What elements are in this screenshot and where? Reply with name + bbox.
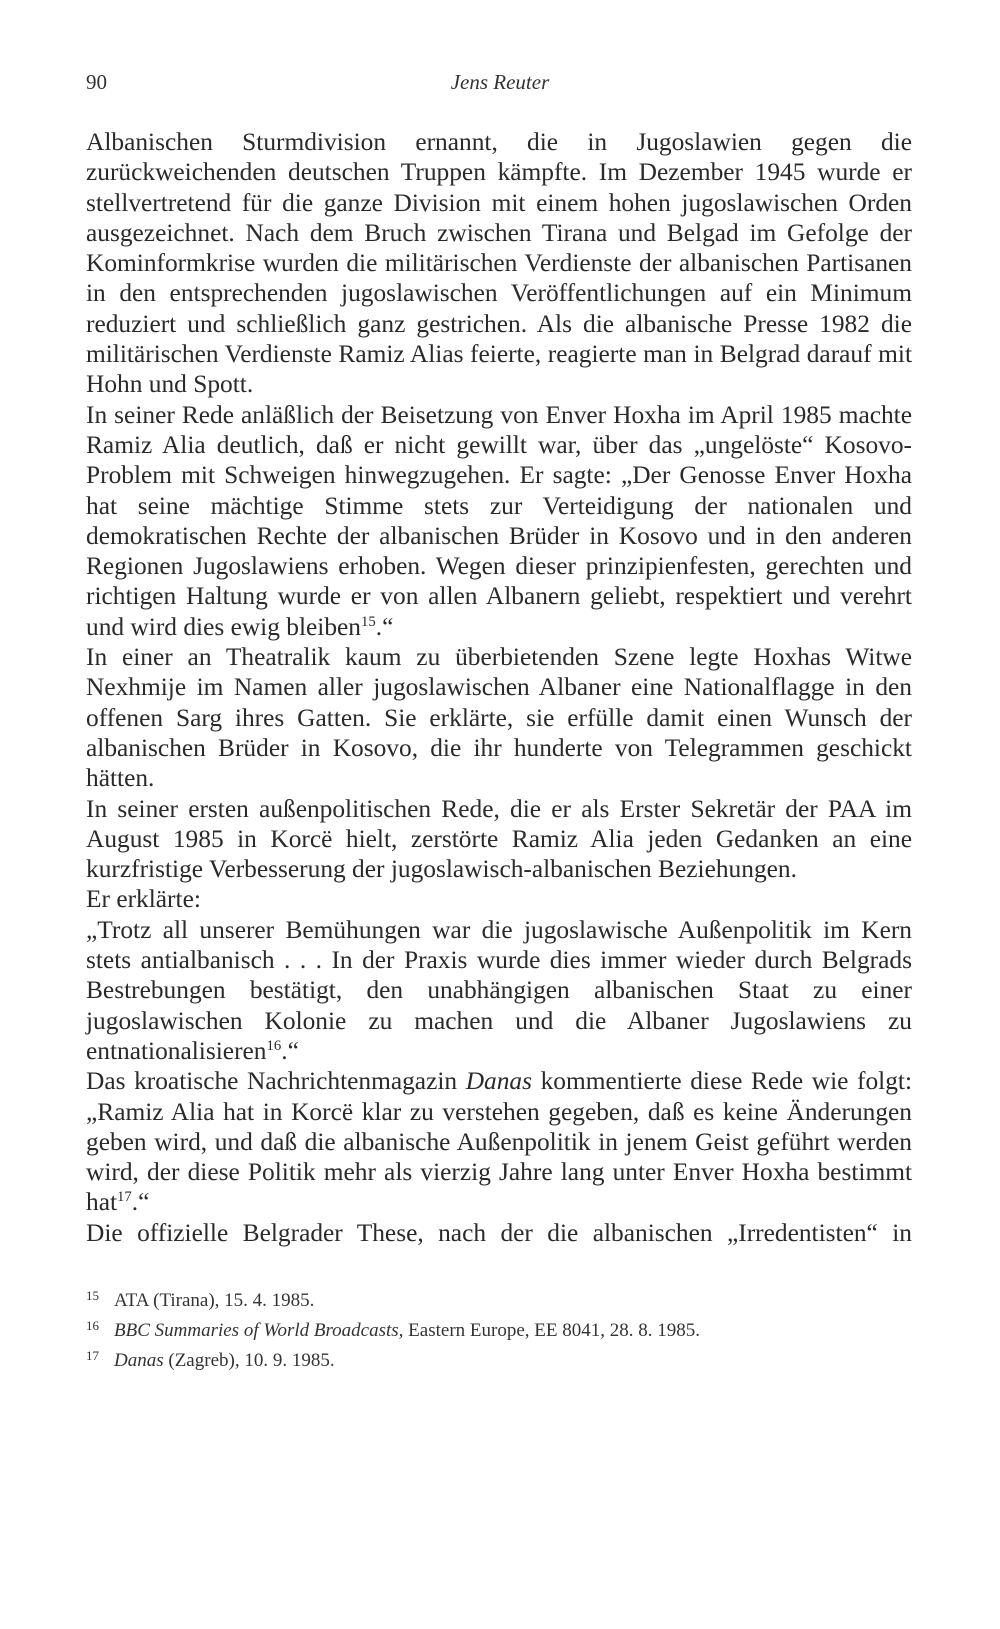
paragraph: Die offizielle Belgrader These, nach der die albanischen „Irredentisten“ in: [86, 1218, 912, 1247]
footnote-ref: 16: [266, 1038, 282, 1055]
page-number: 90: [86, 70, 107, 94]
body-text: [86, 127, 912, 1248]
paragraph: Albanischen Sturmdivision ernannt, die in Jugoslawien gegen die zurückweichenden deutschen Truppen kämpfte. Im Dezember 1945 wurde er stellvertretend für die ganze Division mit einem hohen jugoslawischen Orden ausgezeichnet. Nach dem Bruch zwischen Tirana und Belgad im Gefolge der Kominformkrise wurden die militärischen Verdienste der albanischen Partisanen in den entsprechenden jugoslawischen Veröffentlichungen auf ein Minimum reduziert und schließlich ganz gestrichen. Als die albanische Presse 1982 die militärischen Verdienste Ramiz Alias feierte, reagierte man in Belgrad darauf mit Hohn und Spott.: [86, 128, 912, 399]
magazine-title: Danas: [465, 1067, 532, 1096]
paragraph: Das kroatische Nachrichtenmagazin Danas kommentierte diese Rede wie folgt: „Ramiz Alia hat in Korcë klar zu verstehen gegeben, daß es keine Änderungen geben wird, und daß die albanische Außenpolitik in jenem Geist geführt werden wird, der diese Politik mehr als vierzig Jahre lang unter Enver Hoxha bestimmt hat$^{17}$.“: [86, 1067, 912, 1217]
footnotes: [86, 1283, 912, 1373]
quotation-paragraph: „Trotz all unserer Bemühungen war die jugoslawische Außenpolitik im Kern stets antialbanisch . . . In der Praxis wurde dies immer wieder durch Belgrads Bestrebungen bestätigt, den unabhängigen albanischen Staat zu einer jugoslawischen Kolonie zu machen und die Albaner Jugoslawiens zu entnationalisieren$^{16}$.“: [86, 915, 912, 1065]
running-head: Jens Reuter: [450, 70, 550, 94]
footnote-ref: 15: [361, 613, 376, 630]
paragraph: In seiner ersten außenpolitischen Rede, die er als Erster Sekretär der PAA im August 1985 in Korcë hielt, zerstörte Ramiz Alia jeden Gedanken an eine kurzfristige Verbesserung der jugoslawisch-albanischen Beziehungen.: [86, 794, 912, 884]
paragraph: In einer an Theatralik kaum zu überbietenden Szene legte Hoxhas Witwe Nexhmije im Namen aller jugoslawischen Albaner eine Nationalflagge in den offenen Sarg ihres Gatten. Sie erklärte, sie erfülle damit einen Wunsch der albanischen Brüder in Kosovo, die ihr hunderte von Telegrammen geschickt hätten.: [86, 643, 912, 793]
footnote: 16 BBC Summaries of World Broadcasts, Eastern Europe, EE 8041, 28. 8. 1985.: [86, 1313, 912, 1343]
footnote-number: 15: [86, 1288, 99, 1303]
footnote-number: 17: [86, 1348, 99, 1363]
paragraph: In seiner Rede anläßlich der Beisetzung von Enver Hoxha im April 1985 machte Ramiz Alia deutlich, daß er nicht gewillt war, über das „ungelöste“ Kosovo-Problem mit Schweigen hinwegzugehen. Er sagte: „Der Genosse Enver Hoxha hat seine mächtige Stimme stets zur Verteidigung der nationalen und demokratischen Rechte der albanischen Brüder in Kosovo und in den anderen Regionen Jugoslawiens erhoben. Wegen dieser prinzipienfesten, gerechten und richtigen Haltung wurde er von allen Albanern geliebt, respektiert und verehrt und wird dies ewig bleiben$^{15}$.“: [86, 400, 912, 641]
paragraph: Er erklärte:: [86, 885, 201, 914]
footnote: 15 ATA (Tirana), 15. 4. 1985.: [86, 1283, 912, 1313]
footnote-ref: 17: [117, 1189, 132, 1206]
footnote: 17 Danas (Zagreb), 10. 9. 1985.: [86, 1343, 912, 1373]
footnote-number: 16: [86, 1318, 99, 1333]
